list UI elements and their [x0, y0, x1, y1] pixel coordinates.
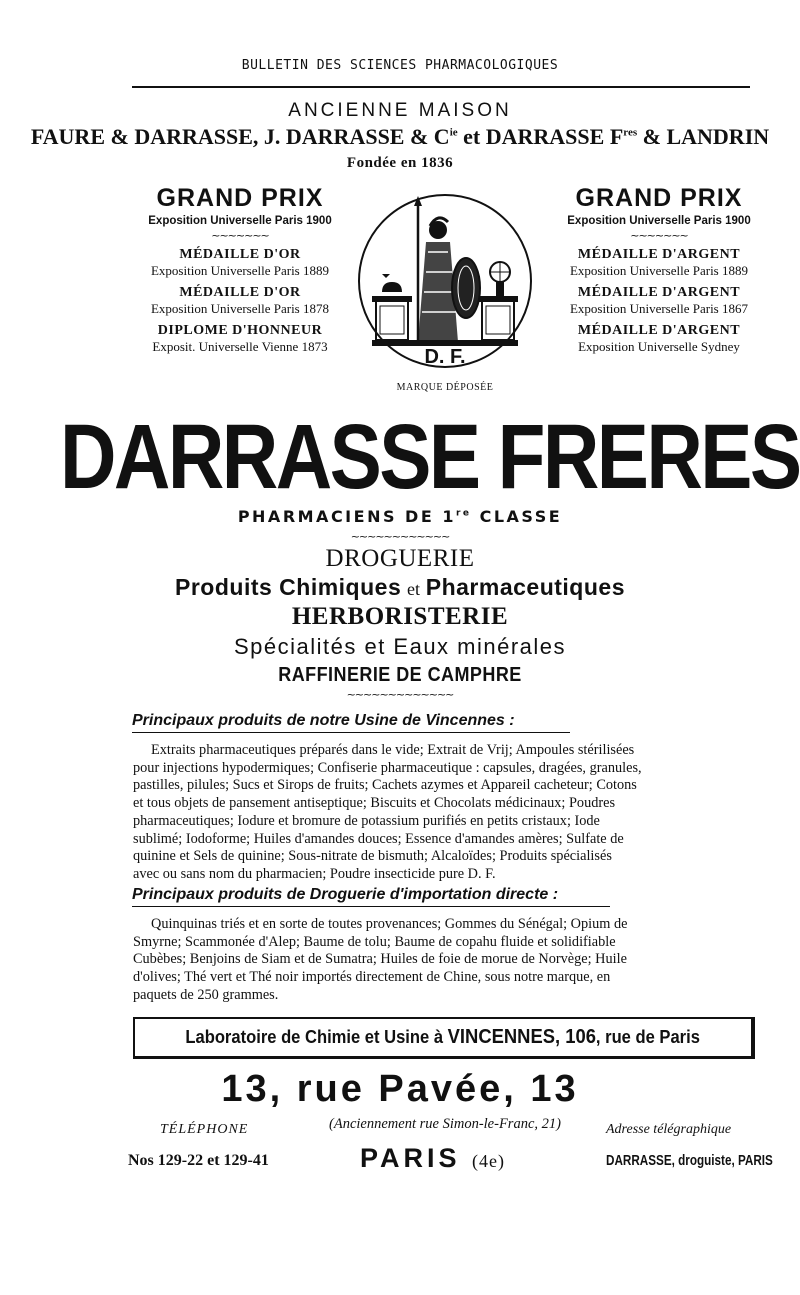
service-herboristerie: HERBORISTERIE — [291, 603, 509, 630]
emblem-caption: MARQUE DÉPOSÉE — [396, 382, 494, 393]
awards-right — [548, 184, 770, 355]
right-award-3-sub: Exposition Universelle Sydney — [578, 339, 740, 354]
header-rule — [132, 86, 750, 88]
emblem-logo — [352, 192, 538, 380]
section2-line-1: Quinquinas triés et en sorte de toutes provenances; Gommes du Sénégal; Opium de — [151, 916, 628, 932]
section1-body — [133, 742, 758, 884]
right-award-1-title: MÉDAILLE D'ARGENT — [577, 247, 741, 262]
service-raffinerie: RAFFINERIE DE CAMPHRE — [278, 664, 522, 686]
right-award-2-title: MÉDAILLE D'ARGENT — [577, 285, 741, 300]
right-award-3-title: MÉDAILLE D'ARGENT — [577, 323, 741, 338]
section1-heading: Principaux produits de notre Usine de Vincennes : — [132, 712, 570, 733]
brand-name: DARRASSE FRERES — [60, 406, 800, 508]
running-title: BULLETIN DES SCIENCES PHARMACOLOGIQUES — [241, 58, 559, 73]
grand-prix-left-sub: Exposition Universelle Paris 1900 — [148, 215, 332, 227]
section1-line-6: sublimé; Iodoforme; Huiles d'amandes douces; Essence d'amandes amères; Sulfate de — [133, 830, 624, 847]
firm-sup1: ie — [449, 126, 458, 139]
section1-line-8: avec ou sans nom du pharmacien; Poudre insecticide pure D. F. — [133, 865, 496, 882]
section1-line-5: pharmaceutiques; Iodure et bromure de potassium purifiés en petits cristaux; Iode — [133, 812, 600, 829]
right-award-2 — [548, 285, 770, 317]
section2-line-4: d'olives; Thé vert et Thé noir importés directement de Chine, sous notre marque, en — [133, 969, 611, 986]
section1-line-4: et tous objets de pansement antiseptique; Biscuits et Chocolats médicinaux; Poudres — [133, 795, 616, 812]
right-award-1-sub: Exposition Universelle Paris 1889 — [569, 263, 748, 278]
founded-date: Fondée en 1836 — [346, 155, 454, 171]
services-divider: ~~~~~~~~~~~~~ — [346, 688, 454, 701]
telephone-label: TÉLÉPHONE — [160, 1122, 249, 1137]
city-name: PARIS — [360, 1143, 461, 1173]
awards-left — [120, 184, 360, 355]
firm-names-part1: FAURE & DARRASSE, J. DARRASSE & C — [30, 124, 450, 149]
produits-et: et — [407, 579, 420, 599]
section1-line-7: quinine et Sels de quinine; Sous-nitrate de bismuth; Alcaloïdes; Produits spécialisés — [133, 848, 612, 865]
firm-names-part2: et DARRASSE F — [457, 124, 624, 149]
telegraph-label: Adresse télégraphique — [606, 1122, 732, 1137]
section2-body — [133, 916, 758, 1005]
left-award-3-sub: Exposit. Universelle Vienne 1873 — [152, 339, 328, 354]
lab-text-a: Laboratoire de Chimie et Usine à — [185, 1027, 448, 1047]
firm-sup2: res — [623, 126, 638, 139]
left-divider: ~~~~~~~ — [211, 229, 269, 242]
tagline-sup: re — [455, 508, 472, 519]
right-award-1 — [548, 247, 770, 279]
service-droguerie: DROGUERIE — [325, 545, 475, 572]
laboratory-box — [133, 1017, 755, 1059]
left-award-1-sub: Exposition Universelle Paris 1889 — [150, 263, 329, 278]
left-award-3 — [120, 323, 360, 355]
service-specialites: Spécialités et Eaux minérales — [233, 634, 567, 659]
telephone-numbers: Nos 129-22 et 129-41 — [128, 1152, 269, 1169]
formerly-address: (Anciennement rue Simon-le-Franc, 21) — [329, 1116, 561, 1132]
section1-line-1: Extraits pharmaceutiques préparés dans le vide; Extrait de Vrij; Ampoules stérilisées — [151, 742, 635, 758]
left-award-2-sub: Exposition Universelle Paris 1878 — [150, 301, 329, 316]
left-award-1 — [120, 247, 360, 279]
section2-line-2: Smyrne; Scammonée d'Alep; Baume de tolu; Baume de copahu fluide et solidifiable — [133, 933, 616, 950]
street-address: 13, rue Pavée, 13 — [221, 1068, 579, 1110]
right-award-3 — [548, 323, 770, 355]
section1-line-3: pastilles, pilules; Sucs et Sirops de fruits; Cachets azymes et Appareil cacheteur; Cotons — [133, 777, 637, 794]
section2-line-5: paquets de 250 grammes. — [133, 986, 279, 1003]
firm-names-part3: & LANDRIN — [637, 124, 770, 149]
left-award-1-title: MÉDAILLE D'OR — [179, 247, 301, 262]
left-award-2 — [120, 285, 360, 317]
section2-heading: Principaux produits de Droguerie d'importation directe : — [132, 886, 610, 907]
produits-pharmaceutiques: Pharmaceutiques — [425, 574, 625, 600]
grand-prix-right-sub: Exposition Universelle Paris 1900 — [567, 215, 751, 227]
emblem-initials: D. F. — [424, 346, 466, 368]
section1-line-2: pour injections hypodermiques; Confiserie pharmaceutique : capsules, dragées, granules, — [133, 759, 642, 776]
city-line — [360, 1143, 505, 1174]
lab-text-b: VINCENNES, 106 — [447, 1026, 597, 1048]
grand-prix-right: GRAND PRIX — [575, 184, 743, 212]
tagline-part2: CLASSE — [471, 507, 563, 526]
brand-divider: ~~~~~~~~~~~~ — [350, 530, 450, 543]
produits-chimiques: Produits Chimiques — [175, 574, 402, 600]
brand-tagline — [0, 507, 800, 526]
tagline-part1: PHARMACIENS DE 1 — [237, 507, 456, 526]
laboratory-text — [186, 1026, 701, 1049]
telegraph-address: DARRASSE, droguiste, PARIS — [606, 1152, 773, 1169]
city-arrondissement: (4e) — [472, 1151, 506, 1171]
right-award-2-sub: Exposition Universelle Paris 1867 — [569, 301, 748, 316]
section2-line-3: Cubèbes; Benjoins de Siam et de Sumatra; Huiles de foie de morue de Norvège; Huile — [133, 951, 627, 968]
right-divider: ~~~~~~~ — [630, 229, 688, 242]
grand-prix-left: GRAND PRIX — [156, 184, 324, 212]
lab-text-c: , rue de Paris — [596, 1027, 701, 1047]
service-produits — [0, 574, 800, 601]
masthead-firm-names — [0, 124, 800, 150]
left-award-2-title: MÉDAILLE D'OR — [179, 285, 301, 300]
left-award-3-title: DIPLOME D'HONNEUR — [157, 323, 323, 338]
masthead-ancienne-maison: ANCIENNE MAISON — [288, 100, 512, 121]
